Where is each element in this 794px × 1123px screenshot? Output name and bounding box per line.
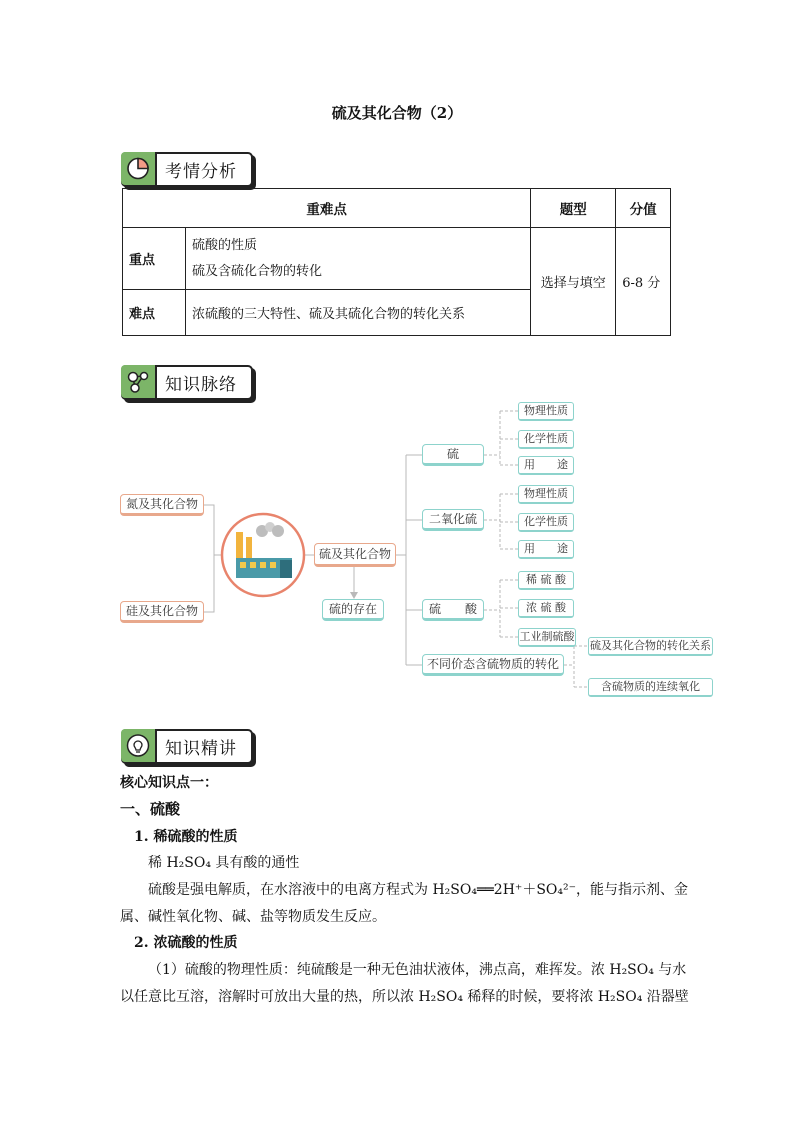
lightbulb-icon (121, 729, 157, 762)
section-title: 考情分析 (165, 162, 237, 182)
row-label-difficult: 难点 (123, 290, 186, 336)
subheading-dilute: 1. 稀硫酸的性质 (134, 829, 238, 845)
paragraph-line: 以任意比互溶，溶解时可放出大量的热，所以浓 H₂SO₄ 稀释的时候，要将浓 H₂SO₄ 沿器壁 (120, 989, 689, 1005)
node-silicon-compounds: 硅及其化合物 (120, 601, 204, 623)
node-branch-so2: 二氧化硫 (422, 509, 484, 531)
leaf-industrial-production: 工业制硫酸 (518, 628, 576, 647)
leaf-dilute-sulfuric-acid: 稀 硫 酸 (518, 571, 574, 590)
paragraph-line: （1）硫酸的物理性质：纯硫酸是一种无色油状液体，沸点高，难挥发。浓 H₂SO₄ 与水 (148, 962, 687, 978)
page-title: 硫及其化合物（2） (331, 104, 463, 122)
content-line: 硫酸的性质 (192, 237, 258, 253)
paragraph-line: 硫酸是强电解质，在水溶液中的电离方程式为 H₂SO₄══2H⁺＋SO₄²⁻，能与指示剂、金 (148, 882, 688, 898)
node-branch-sulfuric-acid: 硫 酸 (422, 599, 484, 621)
section-header-lecture (121, 729, 253, 763)
leaf-physical-properties: 物理性质 (518, 402, 574, 421)
score-cell: 6-8 分 (616, 228, 671, 336)
core-point-label: 核心知识点一： (120, 775, 218, 791)
leaf-uses: 用 途 (518, 540, 574, 559)
paragraph-line: 稀 H₂SO₄ 具有酸的通性 (148, 855, 300, 871)
leaf-chemical-properties: 化学性质 (518, 430, 574, 449)
leaf-continuous-oxidation: 含硫物质的连续氧化 (588, 678, 713, 697)
heading-sulfuric-acid: 一、硫酸 (120, 800, 181, 818)
paragraph-line: 属、碱性氧化物、碱、盐等物质发生反应。 (120, 909, 386, 925)
node-sulfur-compounds: 硫及其化合物 (314, 543, 396, 567)
header-score: 分值 (616, 189, 671, 228)
question-type-cell: 选择与填空 (531, 228, 616, 336)
header-key-points: 重难点 (123, 189, 531, 228)
row-label-key: 重点 (123, 228, 186, 290)
leaf-physical-properties: 物理性质 (518, 485, 574, 504)
node-branch-sulfur: 硫 (422, 444, 484, 466)
node-sulfur-existence: 硫的存在 (322, 599, 384, 621)
row-content-difficult: 浓硫酸的三大特性、硫及其硫化合物的转化关系 (186, 290, 531, 336)
leaf-conversion-relations: 硫及其化合物的转化关系 (588, 637, 713, 656)
leaf-concentrated-sulfuric-acid: 浓 硫 酸 (518, 599, 574, 618)
header-question-type: 题型 (531, 189, 616, 228)
node-branch-conversion: 不同价态含硫物质的转化 (422, 654, 564, 676)
node-nitrogen-compounds: 氮及其化合物 (120, 494, 204, 516)
content-line: 硫及含硫化合物的转化 (192, 263, 323, 279)
subheading-concentrated: 2. 浓硫酸的性质 (134, 935, 238, 951)
section-title: 知识脉络 (165, 375, 237, 395)
leaf-chemical-properties: 化学性质 (518, 513, 574, 532)
section-title: 知识精讲 (165, 739, 237, 759)
leaf-uses: 用 途 (518, 456, 574, 475)
